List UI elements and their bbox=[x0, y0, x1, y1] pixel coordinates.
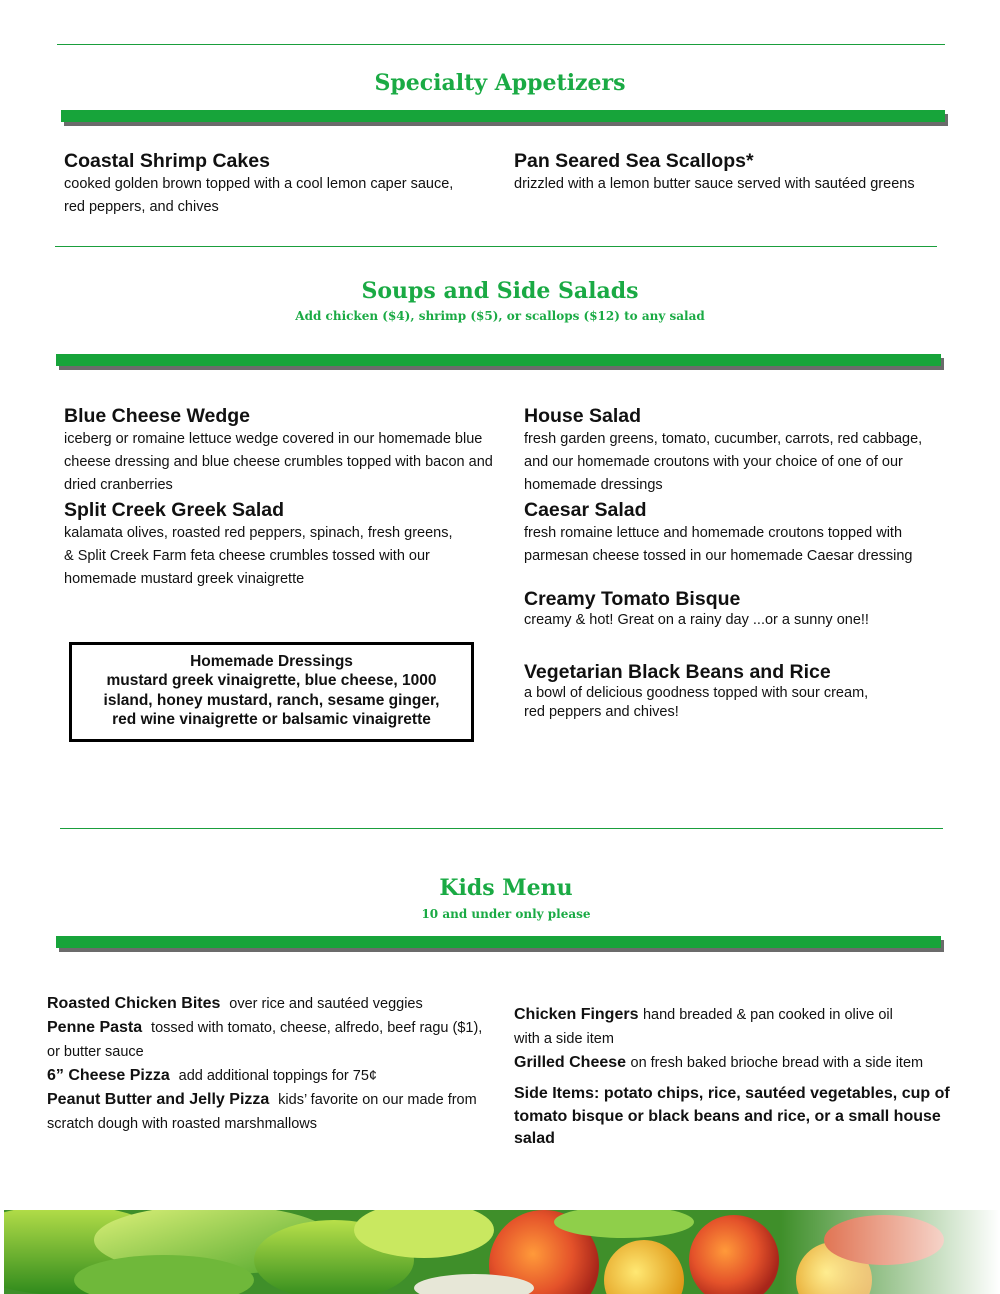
kids-item-chicken-bites: Roasted Chicken Bites over rice and sautéed veggies bbox=[47, 995, 423, 1012]
soups-title: Soups and Side Salads bbox=[361, 278, 639, 304]
menu-item-greek-salad bbox=[64, 498, 504, 591]
appetizers-band bbox=[61, 110, 945, 122]
menu-item-house-salad bbox=[524, 404, 964, 497]
homemade-dressings-box bbox=[69, 642, 474, 742]
item-name: Pan Seared Sea Scallops* bbox=[514, 150, 754, 172]
kids-left-column bbox=[47, 992, 497, 1136]
kids-item-cheese-pizza: 6” Cheese Pizza add additional toppings for 75¢ bbox=[47, 1067, 377, 1084]
kids-side-items: Side Items: potato chips, rice, sautéed vegetables, cup of tomato bisque or black beans and rice, or a small house salad bbox=[514, 1085, 950, 1147]
menu-item-caesar-salad bbox=[524, 498, 964, 568]
menu-item-shrimp-cakes bbox=[64, 149, 494, 219]
item-description: creamy & hot! Great on a rainy day ...or a sunny one!! bbox=[524, 612, 869, 628]
menu-item-sea-scallops bbox=[514, 149, 964, 196]
item-name: Caesar Salad bbox=[524, 499, 647, 521]
kids-item-pbj-pizza: Peanut Butter and Jelly Pizza kids’ favorite on our made from scratch dough with roasted marshmallows bbox=[47, 1091, 477, 1132]
item-description: fresh romaine lettuce and homemade croutons topped with parmesan cheese tossed in our homemade Caesar dressing bbox=[524, 525, 913, 564]
kids-subtitle: 10 and under only please bbox=[421, 907, 591, 921]
menu-item-blue-cheese-wedge bbox=[64, 404, 504, 497]
item-name: Split Creek Greek Salad bbox=[64, 499, 285, 521]
item-description: a bowl of delicious goodness topped with sour cream, red peppers and chives! bbox=[524, 685, 869, 720]
item-description: kalamata olives, roasted red peppers, spinach, fresh greens, & Split Creek Farm feta cheese crumbles tossed with our homemade mustard greek vinaigrette bbox=[64, 525, 453, 587]
kids-title: Kids Menu bbox=[439, 875, 573, 901]
vegetables-image bbox=[4, 1210, 1000, 1294]
dressings-list: mustard greek vinaigrette, blue cheese, 1000 island, honey mustard, ranch, sesame ginger, red wine vinaigrette or balsamic vinaigrette bbox=[103, 672, 440, 728]
soups-divider bbox=[55, 246, 937, 247]
soups-subtitle: Add chicken ($4), shrimp ($5), or scallops ($12) to any salad bbox=[295, 309, 705, 323]
kids-right-column bbox=[514, 1003, 964, 1151]
top-divider bbox=[57, 44, 945, 45]
item-description: iceberg or romaine lettuce wedge covered in our homemade blue cheese dressing and blue cheese crumbles topped with bacon and dried cranberries bbox=[64, 431, 493, 493]
kids-item-grilled-cheese: Grilled Cheese on fresh baked brioche bread with a side item bbox=[514, 1054, 924, 1071]
item-description: fresh garden greens, tomato, cucumber, carrots, red cabbage, and our homemade croutons with your choice of one of our homemade dressings bbox=[524, 431, 923, 493]
menu-item-black-beans-rice bbox=[524, 660, 964, 722]
appetizers-title: Specialty Appetizers bbox=[374, 70, 626, 96]
item-name: Coastal Shrimp Cakes bbox=[64, 150, 270, 172]
item-description: drizzled with a lemon butter sauce served with sautéed greens bbox=[514, 176, 915, 192]
item-name: House Salad bbox=[524, 405, 642, 427]
kids-item-chicken-fingers: Chicken Fingers hand breaded & pan cooked in olive oil with a side item bbox=[514, 1006, 893, 1047]
item-name: Vegetarian Black Beans and Rice bbox=[524, 661, 831, 683]
kids-band bbox=[56, 936, 941, 948]
kids-item-penne-pasta: Penne Pasta tossed with tomato, cheese, alfredo, beef ragu ($1), or butter sauce bbox=[47, 1019, 483, 1060]
vegetables-photo-strip bbox=[4, 1210, 1000, 1294]
item-name: Blue Cheese Wedge bbox=[64, 405, 251, 427]
item-description: cooked golden brown topped with a cool lemon caper sauce, red peppers, and chives bbox=[64, 176, 454, 215]
dressings-title: Homemade Dressings bbox=[190, 653, 353, 670]
item-name: Creamy Tomato Bisque bbox=[524, 588, 741, 610]
soups-band bbox=[56, 354, 941, 366]
menu-item-tomato-bisque bbox=[524, 587, 964, 630]
kids-divider bbox=[60, 828, 943, 829]
